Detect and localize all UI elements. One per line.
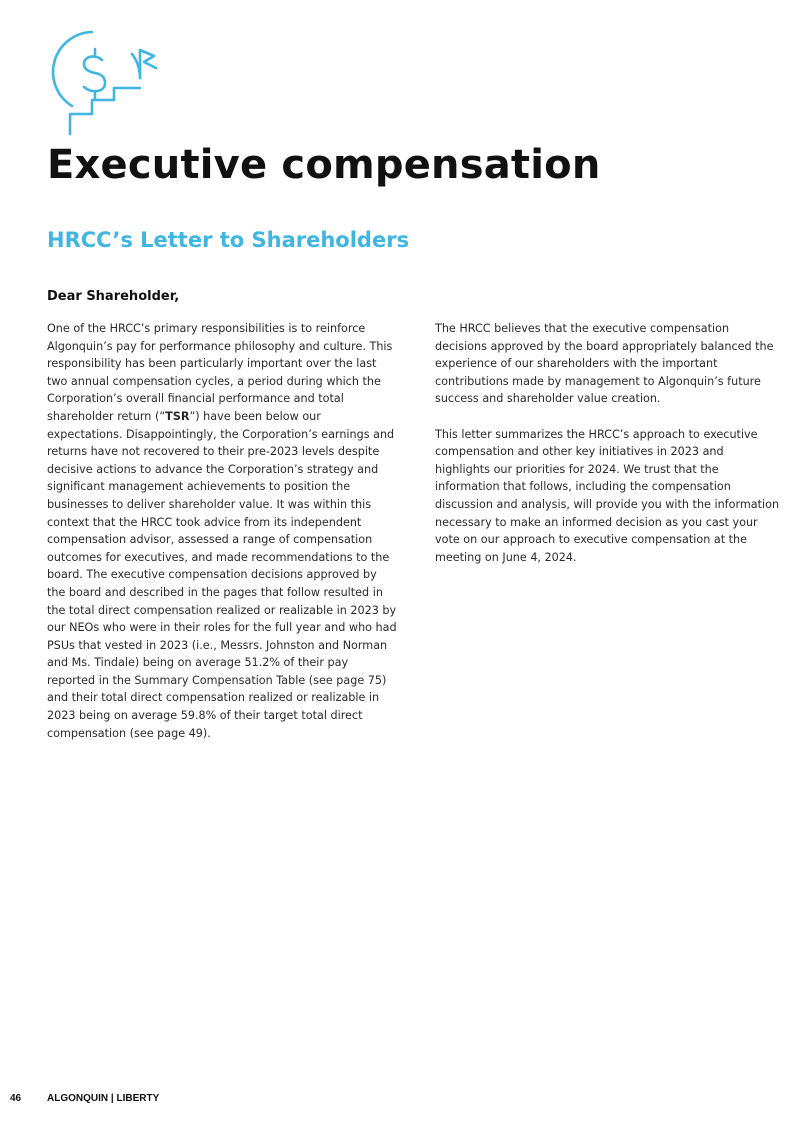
letter-left-column	[47, 320, 397, 760]
tsr-term: TSR	[165, 409, 190, 423]
letter-salutation: Dear Shareholder,	[47, 289, 180, 304]
letter-right-column	[435, 320, 780, 584]
letter-paragraph: The HRCC believes that the executive compensation decisions approved by the board appropriately balanced the experience of our shareholders with the important contributions made by management to Algonquin’s future success and shareholder value creation.	[435, 322, 774, 406]
dollar-flag-stairs-icon	[44, 26, 160, 138]
page-number: 46	[10, 1093, 22, 1104]
letter-paragraph	[47, 320, 397, 742]
footer-brand: ALGONQUIN | LIBERTY	[47, 1093, 160, 1104]
section-subtitle: HRCC’s Letter to Shareholders	[47, 228, 410, 252]
page-title: Executive compensation	[47, 142, 601, 188]
page-footer	[10, 1093, 159, 1104]
paragraph-text: One of the HRCC’s primary responsibilities is to reinforce Algonquin’s pay for performance philosophy and culture. This responsibility has been particularly important over the last two annual compensation cycles, a period during which the Corporation’s overall financial performance and total shareholder return (“	[47, 322, 393, 423]
letter-paragraph: This letter summarizes the HRCC’s approach to executive compensation and other key initiatives in 2023 and highlights our priorities for 2024. We trust that the information that follows, including the compensation discussion and analysis, will provide you with the information necessary to make an informed decision as you cast your vote on our approach to executive compensation at the meeting on June 4, 2024.	[435, 427, 780, 564]
paragraph-text: ”) have been below our expectations. Disappointingly, the Corporation’s earnings and returns have not recovered to their pre-2023 levels despite decisive actions to advance the Corporation’s strategy and significant management achievements to position the businesses to deliver shareholder value. It was within this context that the HRCC took advice from its independent compensation advisor, assessed a range of compensation outcomes for executives, and made recommendations to the board. The executive compensation decisions approved by the board and described in the pages that follow resulted in the total direct compensation realized or realizable in 2023 by our NEOs who were in their roles for the full year and who had PSUs that vested in 2023 (i.e., Messrs. Johnston and Norman and Ms. Tindale) being on average 51.2% of their pay reported in the Summary Compensation Table (see page 75) and their total direct compensation realized or realizable in 2023 being on average 59.8% of their target total direct compensation (see page 49).	[47, 409, 397, 740]
